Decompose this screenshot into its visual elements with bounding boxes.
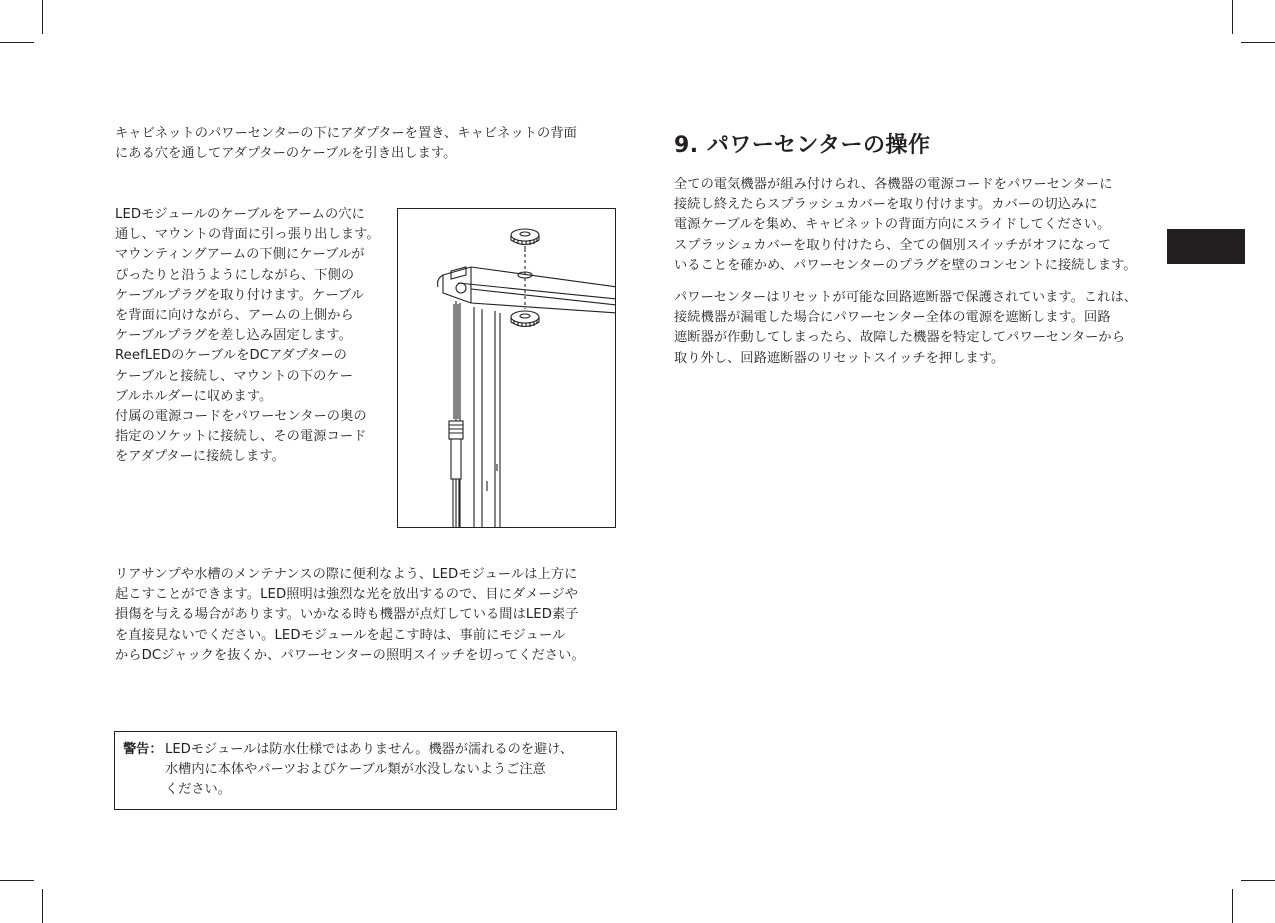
text-line: キャビネットのパワーセンターの下にアダプターを置き、キャビネットの背面 [115, 126, 577, 141]
warning-label: 警告： [123, 742, 163, 757]
text-line: ケーブルプラグを差し込み固定します。 [115, 328, 352, 344]
text-line: パワーセンターはリセットが可能な回路遮断器で保護されています。これは、 [674, 290, 1138, 305]
text-line: ケーブルプラグを取り付けます。ケーブル [115, 287, 365, 303]
crop-mark [42, 0, 43, 34]
text-line: ブルホルダーに収めます。 [115, 388, 273, 404]
text-line: ぴったりと沿うようにしながら、下側の [115, 267, 355, 283]
text-line: ください。 [165, 782, 231, 798]
top-knob-icon [511, 229, 539, 252]
text-line: 水槽内に本体やパーツおよびケーブル類が水没しないようご注意 [165, 762, 546, 778]
text-line: LEDモジュールのケーブルをアームの穴に [115, 207, 365, 222]
text-line: いることを確かめ、パワーセンターのプラグを壁のコンセントに接続します。 [674, 257, 1137, 273]
text-line: をアダプターに接続します。 [115, 449, 285, 465]
mounting-arm-icon [438, 267, 616, 313]
text-line: を直接見ないでください。LEDモジュールを起こす時は、事前にモジュール [115, 627, 566, 643]
text-line: 損傷を与える場合があります。いかなる時も機器が点灯している間はLED素子 [115, 607, 579, 623]
crop-mark [0, 42, 34, 43]
text-line: 指定のソケットに接続し、その電源コード [115, 429, 367, 445]
crop-mark [0, 880, 34, 881]
text-line: 通し、マウントの背面に引っ張り出します。 [115, 227, 380, 243]
text-line: LEDモジュールは防水仕様ではありません。機器が濡れるのを避け、 [165, 742, 574, 757]
cable-routing-paragraph [115, 205, 380, 468]
crop-mark [42, 889, 43, 923]
mount-post-icon [456, 301, 500, 528]
warning-box [114, 731, 617, 810]
text-line: を背面に向けながら、アームの上側から [115, 308, 354, 324]
text-line: 遮断器が作動してしまったら、故障した機器を特定してパワーセンターから [674, 330, 1125, 346]
text-line: 電源ケーブルを集め、キャビネットの背面方向にスライドしてください。 [674, 217, 1111, 233]
text-line: ケーブルと接続し、マウントの下のケー [115, 368, 353, 384]
text-line: リアサンプや水槽のメンテナンスの際に便利なよう、LEDモジュールは上方に [115, 567, 578, 582]
text-line: 全ての電気機器が組み付けられ、各機器の電源コードをパワーセンターに [674, 177, 1113, 192]
text-line: からDCジャックを抜くか、パワーセンターの照明スイッチを切ってください。 [115, 647, 585, 663]
led-tilt-paragraph [115, 565, 585, 666]
text-line: 接続機器が漏電した場合にパワーセンター全体の電源を遮断します。回路 [674, 310, 1111, 326]
intro-paragraph [115, 124, 577, 164]
text-line: 起こすことができます。LED照明は強烈な光を放出するので、目にダメージや [115, 587, 579, 603]
text-line: 付属の電源コードをパワーセンターの奥の [115, 409, 367, 425]
section-title: 9. パワーセンターの操作 [674, 133, 931, 158]
bottom-knob-icon [511, 311, 539, 327]
crop-mark [1241, 880, 1275, 881]
text-line: スプラッシュカバーを取り付けたら、全ての個別スイッチがオフになって [674, 237, 1112, 253]
text-line: にある穴を通してアダプターのケーブルを引き出します。 [115, 146, 457, 162]
text-line: マウンティングアームの下側にケーブルが [115, 247, 365, 263]
mounting-arm-drawing [398, 209, 616, 528]
circuit-breaker-paragraph [674, 288, 1137, 369]
crop-mark [1232, 0, 1233, 34]
crop-mark [1241, 42, 1275, 43]
power-center-setup-paragraph [674, 175, 1137, 276]
text-line: 取り外し、回路遮断器のリセットスイッチを押します。 [674, 350, 1005, 366]
crop-mark [1232, 889, 1233, 923]
text-line: 接続し終えたらスプラッシュカバーを取り付けます。カバーの切込みに [674, 197, 1098, 213]
mounting-arm-illustration [397, 208, 616, 528]
warning-text [165, 740, 573, 801]
text-line: ReefLEDのケーブルをDCアダプターの [115, 348, 347, 364]
chapter-tab [1167, 229, 1245, 264]
